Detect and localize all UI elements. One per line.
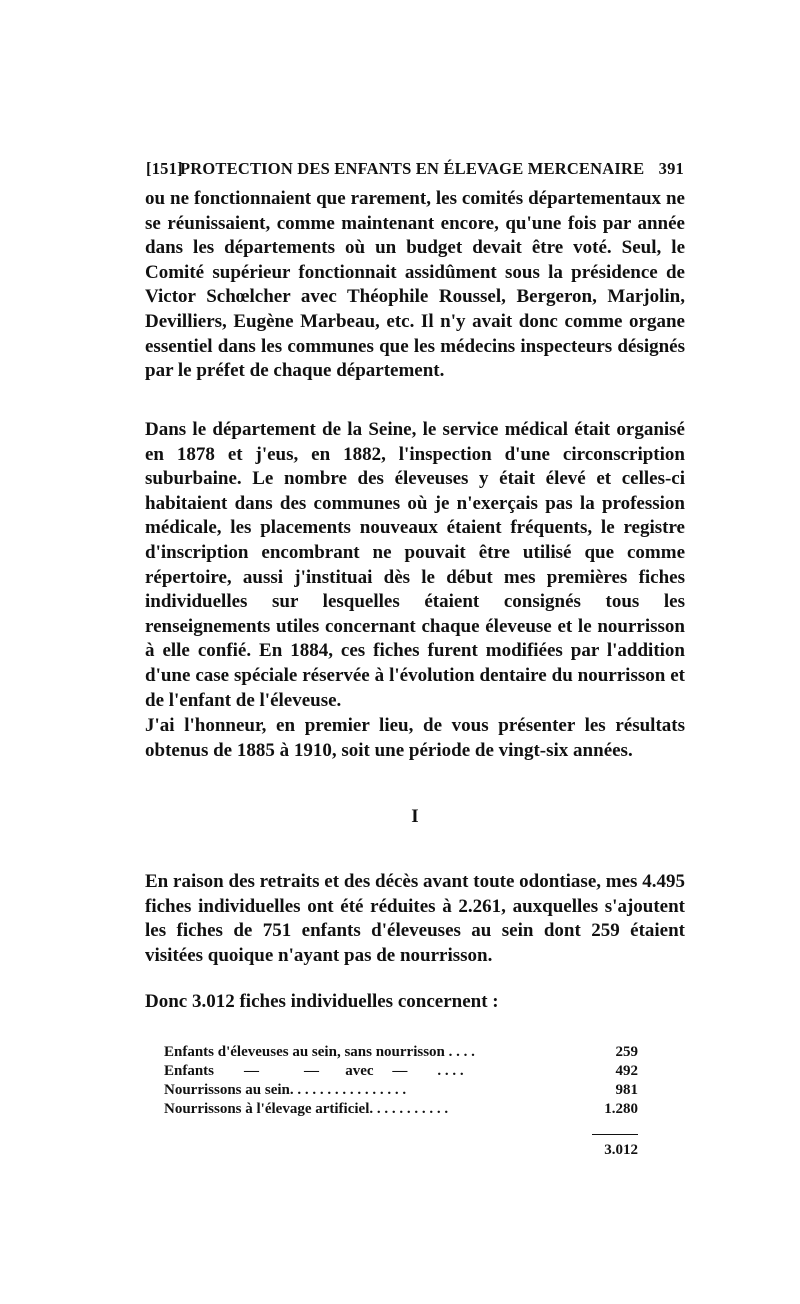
table-row-value: 981 [615,1082,638,1098]
page-number: 391 [658,159,684,178]
running-title: PROTECTION DES ENFANTS EN ÉLEVAGE MERCENAIRE [180,159,645,178]
table-row-value: 259 [615,1044,638,1060]
table-row-label: Enfants d'éleveuses au sein, sans nourrisson . . . . [164,1044,475,1060]
paragraph-2: Dans le département de la Seine, le service médical était organisé en 1878 et j'eus, en 1882, l'inspection d'une circonscription suburbaine. Le nombre des éleveuses y était élevé et celles-ci habitaient dans des communes où je n'exerçais pas la profession médicale, les placements nouveaux étaient fréquents, le registre d'inscription encombrant ne pouvait être utilisé que comme répertoire, aussi j'instituai dès le début mes premières fiches individuelles sur lesquelles étaient consignés tous les renseignements utiles concernant chaque éleveuse et le nourrisson à elle confié. En 1884, ces fiches furent modifiées par l'addition d'une case spéciale réservée à l'évolution dentaire du nourrisson et de l'enfant de l'éleveuse. [145,419,685,711]
paragraph-1: ou ne fonctionnaient que rarement, les comités départementaux ne se réunissaient, comme maintenant encore, qu'une fois par année dans les départements où un budget devait être voté. Seul, le Comité supérieur fonctionnait assidûment sous la présidence de Victor Schœlcher avec Théophile Roussel, Bergeron, Marjolin, Devilliers, Eugène Marbeau, etc. Il n'y avait donc comme organe essentiel dans les communes que les médecins inspecteurs désignés par le préfet de chaque département. [145,188,685,382]
table-row [164,1100,638,1119]
table-row-label: Enfants — — avec — . . . . [164,1063,464,1079]
counts-table [164,1043,638,1119]
table-row [164,1043,638,1062]
table-row [164,1081,638,1100]
sum-rule [592,1134,638,1135]
paragraph-5: Donc 3.012 fiches individuelles concernent : [145,991,499,1012]
section-reference: [151] [146,159,183,178]
paragraph-3: J'ai l'honneur, en premier lieu, de vous présenter les résultats obtenus de 1885 à 1910, soit une période de vingt-six années. [145,715,685,761]
table-total: 3.012 [604,1142,638,1158]
table-row-value: 492 [615,1063,638,1079]
paragraph-4: En raison des retraits et des décès avant toute odontiase, mes 4.495 fiches individuelles ont été réduites à 2.261, auxquelles s'ajoutent les fiches de 751 enfants d'éleveuses au sein dont 259 étaient visitées quoique n'ayant pas de nourrisson. [145,871,685,966]
table-row-label: Nourrissons à l'élevage artificiel. . . . . . . . . . . [164,1101,449,1117]
table-row-value: 1.280 [604,1101,638,1117]
section-heading: I [411,806,419,827]
table-row [164,1062,638,1081]
table-row-label: Nourrissons au sein. . . . . . . . . . . . . . . . [164,1082,407,1098]
